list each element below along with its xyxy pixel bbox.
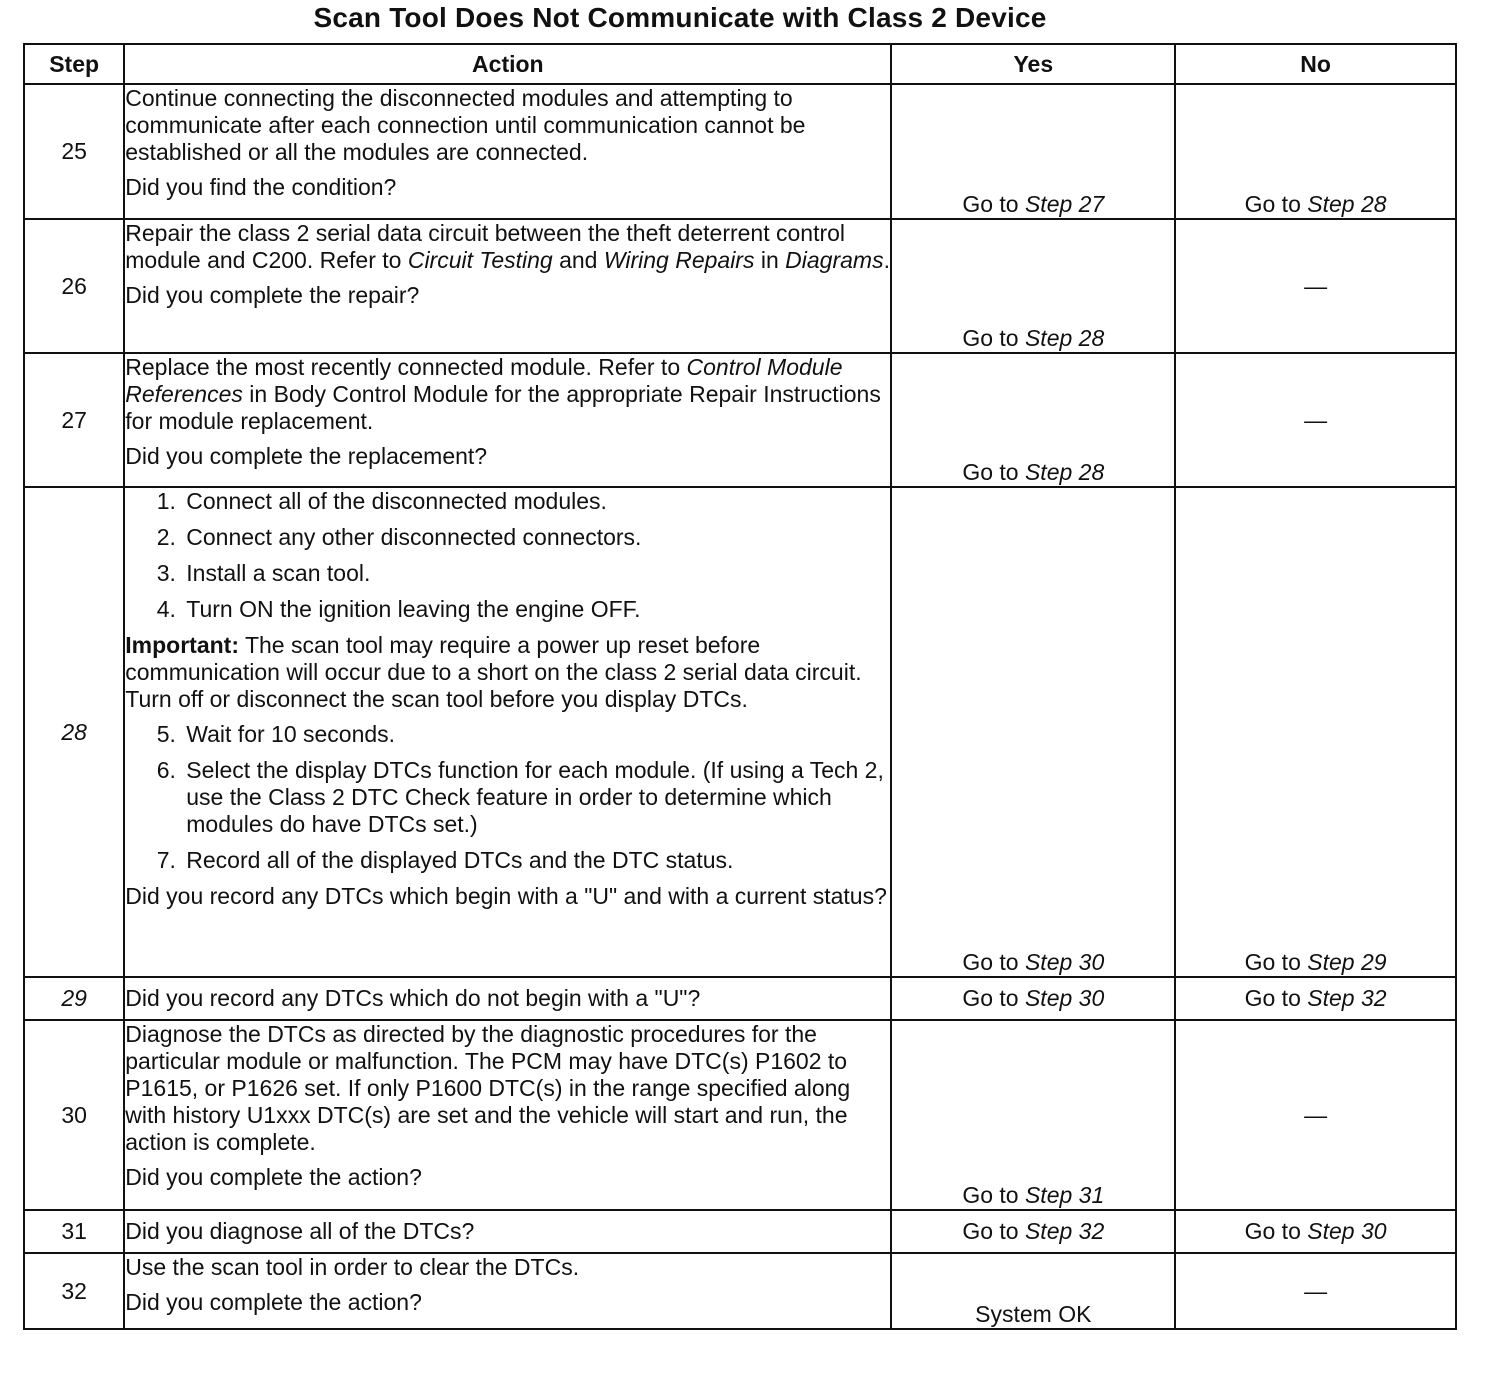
action-question: Did you complete the replacement? (125, 443, 488, 469)
list-item: 1. Connect all of the disconnected modules. (182, 488, 890, 515)
table-row (24, 84, 1456, 219)
yes-step-link[interactable]: Step 31 (1024, 1182, 1105, 1208)
yes-prefix: Go to (962, 1182, 1025, 1208)
yes-prefix: Go to (962, 1218, 1025, 1244)
action-cell (124, 487, 891, 977)
no-cell (1175, 977, 1456, 1020)
header-action: Action (124, 44, 891, 84)
yes-cell (891, 1210, 1175, 1253)
table-row (24, 219, 1456, 353)
list-item: 7. Record all of the displayed DTCs and the DTC status. (182, 847, 890, 874)
ref-diagrams: Diagrams (785, 247, 884, 273)
step-number: 27 (24, 353, 124, 487)
action-text-part: and (552, 247, 604, 273)
yes-step-link[interactable]: Step 30 (1024, 985, 1105, 1011)
no-prefix: Go to (1244, 985, 1308, 1011)
list-item: 3. Install a scan tool. (182, 560, 890, 587)
page-title: Scan Tool Does Not Communicate with Class 2 Device (313, 2, 1047, 33)
action-text-part: in (754, 247, 786, 273)
no-prefix: Go to (1244, 191, 1308, 217)
no-prefix: Go to (1244, 949, 1308, 975)
yes-step-link[interactable]: Step 27 (1024, 191, 1105, 217)
no-cell: — (1175, 353, 1456, 487)
diagnostic-table (23, 43, 1457, 1330)
yes-cell (891, 219, 1175, 353)
no-cell (1175, 1210, 1456, 1253)
ref-wiring-repairs: Wiring Repairs (603, 247, 755, 273)
action-cell (124, 1253, 891, 1329)
action-text-part: Repair the class 2 serial data circuit between the theft deterrent control module and C200. Refer to (125, 220, 846, 273)
no-cell (1175, 487, 1456, 977)
ref-circuit-testing: Circuit Testing (407, 247, 553, 273)
table-row (24, 1020, 1456, 1210)
no-step-link[interactable]: Step 29 (1307, 949, 1387, 975)
header-step: Step (24, 44, 124, 84)
action-cell (124, 1210, 891, 1253)
yes-step-link[interactable]: Step 30 (1024, 949, 1105, 975)
step-number: 29 (24, 977, 124, 1020)
table-row (24, 1210, 1456, 1253)
yes-cell (891, 487, 1175, 977)
yes-prefix: Go to (962, 949, 1025, 975)
step-number: 31 (24, 1210, 124, 1253)
yes-cell (891, 977, 1175, 1020)
action-question: Did you record any DTCs which begin with a "U" and with a current status? (125, 883, 887, 909)
action-text: Use the scan tool in order to clear the DTCs. (125, 1254, 580, 1280)
yes-cell: System OK (891, 1253, 1175, 1329)
procedure-list (125, 721, 890, 874)
action-question: Did you complete the action? (125, 1289, 422, 1315)
action-question: Did you find the condition? (125, 174, 397, 200)
action-question: Did you diagnose all of the DTCs? (125, 1218, 475, 1244)
no-cell (1175, 84, 1456, 219)
yes-prefix: Go to (962, 985, 1025, 1011)
action-cell (124, 353, 891, 487)
action-cell (124, 219, 891, 353)
list-item: 4. Turn ON the ignition leaving the engine OFF. (182, 596, 890, 623)
procedure-list (125, 488, 890, 623)
action-cell (124, 977, 891, 1020)
action-text: Continue connecting the disconnected modules and attempting to communicate after each connection until communication cannot be established or all the modules are connected. (125, 85, 806, 165)
yes-step-link[interactable]: Step 28 (1024, 325, 1105, 351)
yes-step-link[interactable]: Step 28 (1024, 459, 1105, 485)
list-item: 5. Wait for 10 seconds. (182, 721, 890, 748)
yes-prefix: Go to (962, 459, 1025, 485)
yes-step-link[interactable]: Step 32 (1024, 1218, 1105, 1244)
important-label: Important: (125, 632, 239, 658)
no-step-link[interactable]: Step 32 (1307, 985, 1387, 1011)
action-text (125, 354, 890, 435)
no-step-link[interactable]: Step 30 (1307, 1218, 1387, 1244)
important-note (125, 632, 890, 713)
action-text-part: Replace the most recently connected module. Refer to (125, 354, 687, 380)
step-number: 26 (24, 219, 124, 353)
no-cell: — (1175, 219, 1456, 353)
table-row (24, 1253, 1456, 1329)
header-yes: Yes (891, 44, 1175, 84)
yes-cell (891, 84, 1175, 219)
action-question: Did you complete the repair? (125, 282, 420, 308)
header-row (24, 44, 1456, 84)
step-number: 30 (24, 1020, 124, 1210)
action-text-part: in Body Control Module for the appropriate Repair Instructions for module replacement. (125, 381, 881, 434)
action-cell (124, 84, 891, 219)
table-row (24, 353, 1456, 487)
no-cell: — (1175, 1253, 1456, 1329)
action-question: Did you complete the action? (125, 1164, 422, 1190)
ref-control-module-references: Control Module References (125, 354, 843, 407)
no-step-link[interactable]: Step 28 (1307, 191, 1387, 217)
action-text (125, 220, 890, 274)
important-text: The scan tool may require a power up reset before communication will occur due to a short on the class 2 serial data circuit. Turn off or disconnect the scan tool before you display DTCs. (125, 632, 862, 712)
action-cell (124, 1020, 891, 1210)
step-number: 25 (24, 84, 124, 219)
yes-prefix: Go to (962, 191, 1025, 217)
yes-prefix: Go to (962, 325, 1025, 351)
action-question: Did you record any DTCs which do not begin with a "U"? (125, 985, 701, 1011)
step-number: 28 (24, 487, 124, 977)
header-no: No (1175, 44, 1456, 84)
step-number: 32 (24, 1253, 124, 1329)
no-cell: — (1175, 1020, 1456, 1210)
table-row (24, 977, 1456, 1020)
list-item: 6. Select the display DTCs function for each module. (If using a Tech 2, use the Class 2 DTC Check feature in order to determine which modules do have DTCs set.) (182, 757, 890, 838)
yes-cell (891, 1020, 1175, 1210)
table-row (24, 487, 1456, 977)
yes-cell (891, 353, 1175, 487)
action-text: Diagnose the DTCs as directed by the diagnostic procedures for the particular module or malfunction. The PCM may have DTC(s) P1602 to P1615, or P1626 set. If only P1600 DTC(s) in the range specified along with history U1xxx DTC(s) are set and the vehicle will start and run, the action is complete. (125, 1021, 851, 1155)
action-text-part: . (883, 247, 890, 273)
list-item: 2. Connect any other disconnected connectors. (182, 524, 890, 551)
no-prefix: Go to (1244, 1218, 1308, 1244)
